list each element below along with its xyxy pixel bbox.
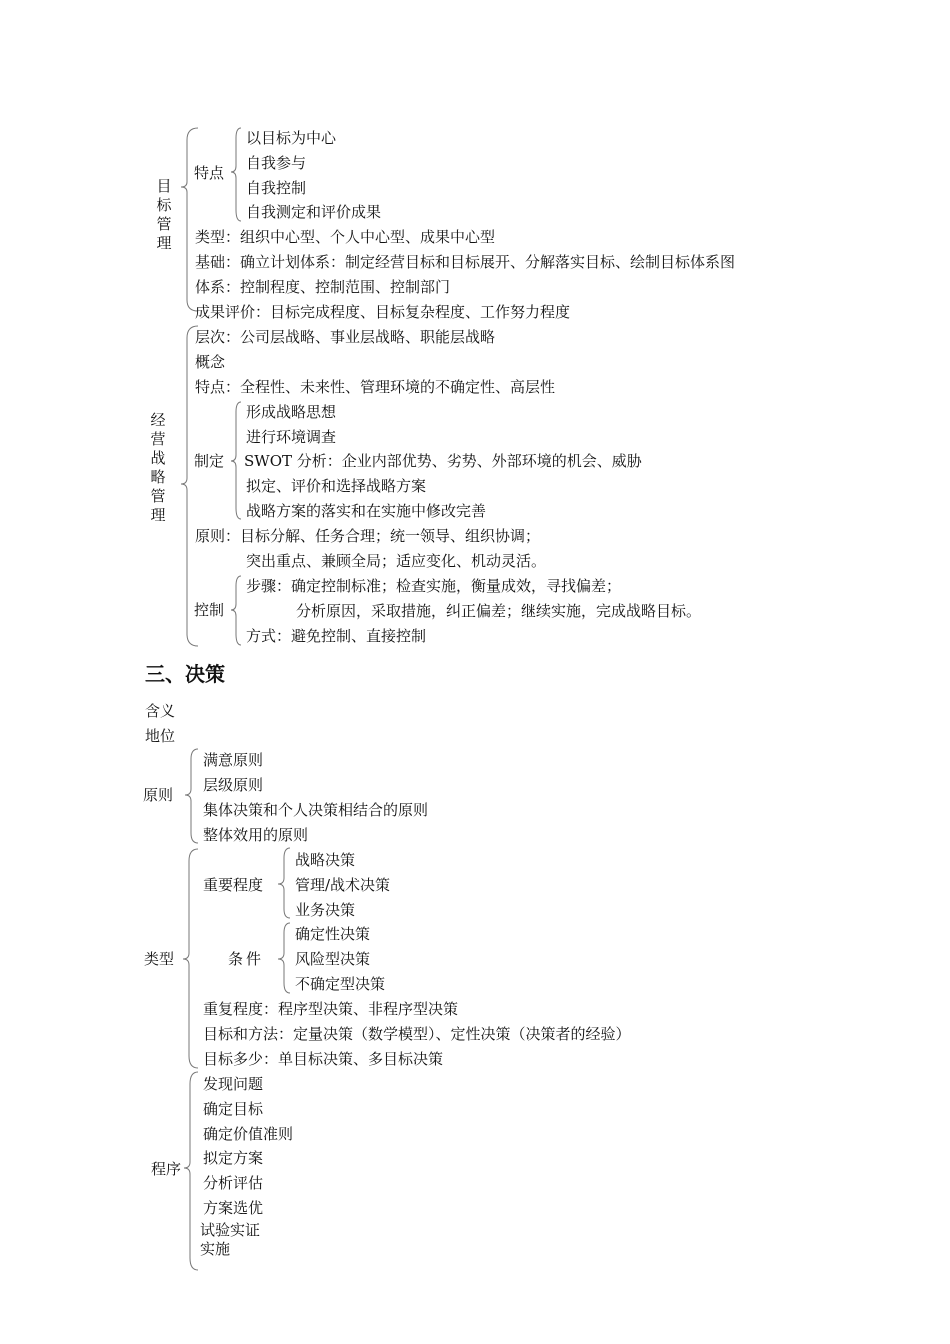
strategy-formulate-label: 制定 (194, 452, 225, 470)
strategy-features: 特点：全程性、未来性、管理环境的不确定性、高层性 (195, 378, 556, 396)
decision-importance-item: 业务决策 (295, 901, 356, 919)
strategy-control-steps-line2: 分析原因，采取措施，纠正偏差；继续实施，完成战略目标。 (296, 602, 702, 620)
decision-procedure-step: 拟定方案 (203, 1149, 264, 1167)
decision-condition-item: 不确定型决策 (295, 975, 386, 993)
strategy-levels: 层次：公司层战略、事业层战略、职能层战略 (195, 328, 496, 346)
strategy-formulate-item: 进行环境调查 (246, 428, 337, 446)
decision-goal-method: 目标和方法：定量决策（数学模型）、定性决策（决策者的经验） (203, 1025, 631, 1043)
decision-procedure-step: 试验实证 (200, 1221, 261, 1239)
brace-decision-procedure (184, 1072, 198, 1270)
mbo-types: 类型：组织中心型、个人中心型、成果中心型 (195, 228, 496, 246)
strategy-formulate-item: 拟定、评价和选择战略方案 (246, 477, 427, 495)
decision-procedure-step: 方案选优 (203, 1199, 264, 1217)
decision-procedure-step: 确定目标 (203, 1100, 264, 1118)
strategy-formulate-item: 形成战略思想 (246, 403, 337, 421)
decision-importance-item: 管理/战术决策 (295, 876, 391, 894)
mbo-feature-item: 自我控制 (246, 179, 307, 197)
brace-decision-conditions (278, 923, 290, 993)
strategy-formulate-item: 战略方案的落实和在实施中修改完善 (246, 502, 487, 520)
strategy-control-methods: 方式：避免控制、直接控制 (246, 627, 427, 645)
decision-procedure-step: 分析评估 (203, 1174, 264, 1192)
decision-condition-item: 风险型决策 (295, 950, 371, 968)
decision-principle-item: 层级原则 (203, 776, 264, 794)
decision-types-label: 类型 (144, 950, 175, 968)
decision-heading: 三、决策 (145, 662, 225, 686)
decision-principle-item: 满意原则 (203, 751, 264, 769)
mbo-basis: 基础：确立计划体系：制定经营目标和目标展开、分解落实目标、绘制目标体系图 (195, 253, 736, 271)
strategy-title: 经营战略管理 (150, 411, 166, 524)
decision-position: 地位 (145, 727, 176, 745)
mbo-system: 体系：控制程度、控制范围、控制部门 (195, 278, 451, 296)
strategy-formulate-item: SWOT 分析：企业内部优势、劣势、外部环境的机会、威胁 (244, 452, 642, 470)
brace-decision-importance (278, 848, 290, 918)
brace-mbo-features (231, 128, 241, 221)
decision-procedure-step: 发现问题 (203, 1075, 264, 1093)
decision-procedure-label: 程序 (151, 1160, 182, 1178)
mbo-title: 目标管理 (156, 177, 172, 252)
mbo-evaluation: 成果评价：目标完成程度、目标复杂程度、工作努力程度 (195, 303, 571, 321)
decision-condition-item: 确定性决策 (295, 925, 371, 943)
brace-strategy (181, 326, 198, 646)
mbo-feature-item: 以目标为中心 (246, 129, 337, 147)
strategy-concept: 概念 (195, 353, 226, 371)
mbo-feature-item: 自我参与 (246, 154, 307, 172)
decision-principle-item: 集体决策和个人决策相结合的原则 (203, 801, 429, 819)
brace-decision-principles (185, 749, 198, 843)
decision-meaning: 含义 (145, 702, 176, 720)
brace-decision-types (183, 849, 198, 1068)
decision-importance-item: 战略决策 (295, 851, 356, 869)
brace-strategy-control (231, 576, 241, 645)
strategy-control-steps-line1: 步骤：确定控制标准；检查实施，衡量成效，寻找偏差； (246, 577, 622, 595)
decision-importance-label: 重要程度 (203, 876, 264, 894)
mbo-feature-item: 自我测定和评价成果 (246, 203, 382, 221)
decision-repetition: 重复程度：程序型决策、非程序型决策 (203, 1000, 459, 1018)
strategy-control-label: 控制 (194, 601, 225, 619)
decision-principles-label: 原则 (143, 786, 174, 804)
brace-strategy-formulate (231, 402, 241, 519)
mbo-features-label: 特点 (194, 164, 225, 182)
decision-procedure-step: 确定价值准则 (203, 1125, 294, 1143)
decision-goal-count: 目标多少：单目标决策、多目标决策 (203, 1050, 444, 1068)
decision-procedure-step: 实施 (200, 1240, 231, 1258)
decision-condition-label: 条件 (228, 950, 265, 968)
strategy-principles-line2: 突出重点、兼顾全局；适应变化、机动灵活。 (246, 552, 547, 570)
strategy-principles-line1: 原则：目标分解、任务合理；统一领导、组织协调； (195, 527, 541, 545)
decision-principle-item: 整体效用的原则 (203, 826, 309, 844)
